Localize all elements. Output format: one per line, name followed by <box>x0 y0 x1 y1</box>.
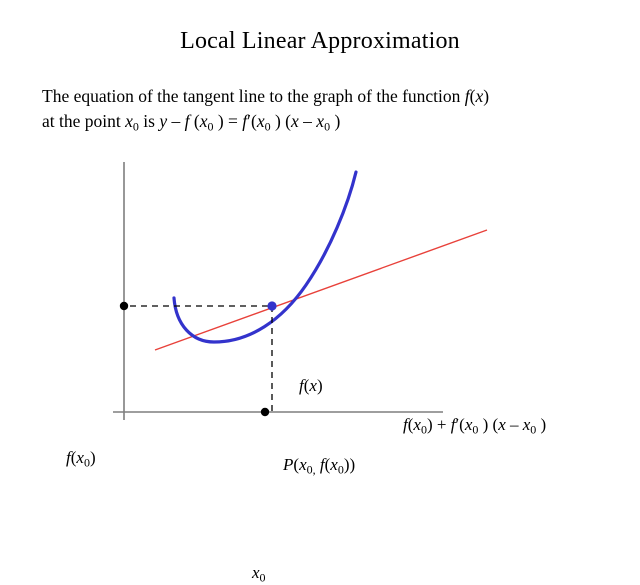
body-line2-f: f <box>184 111 190 131</box>
body-line-1 <box>42 84 612 109</box>
tangent-x2: x <box>464 415 473 434</box>
body-line2-x3: x <box>256 111 265 131</box>
body-line2-sub: 0 <box>132 119 139 134</box>
body-line2-x5: x <box>316 111 325 131</box>
point-label <box>283 455 355 477</box>
body-line1-lead: The equation of the tangent line to the graph of the function <box>42 86 465 106</box>
tangent-close1: ) + <box>426 415 451 434</box>
body-line2-f2: f <box>242 111 248 131</box>
fx0-f: f <box>66 448 71 467</box>
tangent-close3: ) <box>536 415 547 434</box>
tangency-point <box>267 301 276 310</box>
point-open2: ( <box>324 455 331 474</box>
body-line2-x: x <box>125 111 133 131</box>
curve-label-x: x <box>309 376 317 395</box>
curve-label-open: ( <box>303 376 310 395</box>
point-x: x <box>299 455 307 474</box>
body-line2-close2: ) ( <box>270 111 292 131</box>
fx0-axis-point <box>120 302 128 310</box>
body-line2-prime: ′ <box>247 111 251 131</box>
tangent-sub3: 0 <box>530 422 537 437</box>
point-f: f <box>319 455 325 474</box>
body-line2-close: ) = <box>213 111 243 131</box>
tangent-sub2: 0 <box>472 422 479 437</box>
tangent-open2: ( <box>459 415 465 434</box>
tangent-minus: – <box>505 415 523 434</box>
tangent-f1: f <box>403 415 408 434</box>
curve-label-close: ) <box>316 376 323 395</box>
tangent-open1: ( <box>407 415 414 434</box>
body-line1-close: ) <box>483 86 490 106</box>
x0-sub: 0 <box>259 570 266 585</box>
point-sub2: 0 <box>337 462 344 477</box>
tangent-expression-label <box>403 415 546 437</box>
tangent-close2: ) ( <box>478 415 499 434</box>
body-line-2 <box>42 109 612 139</box>
fx0-open: ( <box>70 448 77 467</box>
title-text: Local Linear Approximation <box>180 28 460 54</box>
body-line2-x2: x <box>199 111 208 131</box>
point-sub: 0, <box>306 462 316 477</box>
body-line1-open: ( <box>469 86 476 106</box>
tangent-x1: x <box>413 415 421 434</box>
tangent-line-figure <box>0 150 640 585</box>
tangent-f2: f <box>450 415 456 434</box>
tangent-x4: x <box>522 415 531 434</box>
body-line2-sub3: 0 <box>264 119 271 134</box>
body-line2-close3: ) <box>330 111 341 131</box>
body-text <box>42 84 612 139</box>
tangent-x3: x <box>498 415 506 434</box>
body-line2-sub2: 0 <box>207 119 214 134</box>
point-open: ( <box>293 455 300 474</box>
function-curve <box>174 172 356 342</box>
point-x2: x <box>330 455 338 474</box>
x0-label <box>252 563 266 585</box>
fx0-close: ) <box>89 448 96 467</box>
body-line2-minus: – <box>167 111 185 131</box>
body-line2-open: ( <box>189 111 200 131</box>
body-line2-y: y <box>159 111 168 131</box>
x0-x: x <box>252 563 260 582</box>
body-line2-x4: x <box>291 111 299 131</box>
point-close2: )) <box>343 455 356 474</box>
tangent-prime: ′ <box>455 415 460 434</box>
page-title <box>0 28 640 55</box>
body-line2-lead: at the point <box>42 111 126 131</box>
x0-axis-point <box>261 408 269 416</box>
fx0-x: x <box>76 448 84 467</box>
tangent-sub1: 0 <box>420 422 427 437</box>
body-line2-is: is <box>138 111 160 131</box>
point-P: P <box>283 455 294 474</box>
curve-label <box>299 376 323 396</box>
body-line2-open2: ( <box>251 111 257 131</box>
fx0-label <box>66 448 96 470</box>
curve-label-f: f <box>299 376 304 395</box>
fx0-sub: 0 <box>83 455 90 470</box>
body-line1-x: x <box>475 86 484 106</box>
body-line2-minus2: – <box>298 111 317 131</box>
tangent-line <box>155 230 487 350</box>
body-line1-f: f <box>464 86 470 106</box>
body-line2-sub4: 0 <box>324 119 331 134</box>
